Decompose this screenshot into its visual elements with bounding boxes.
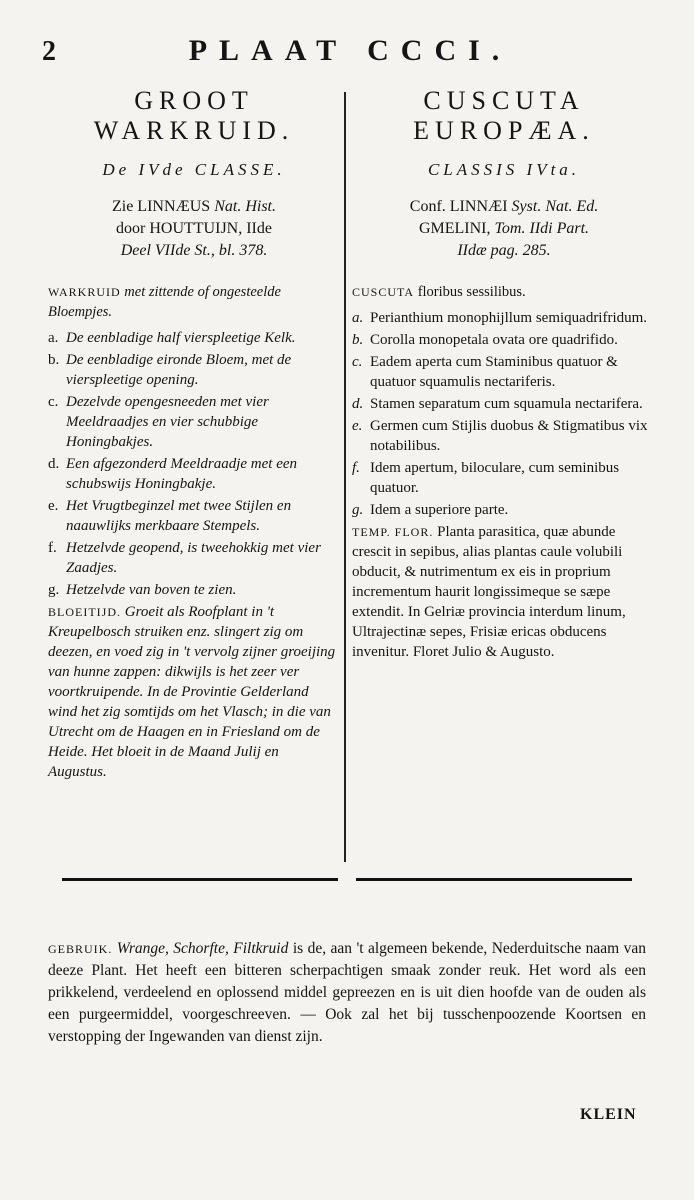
left-flowering-time [48, 602, 340, 782]
right-ref-editor: GMELINI, [418, 220, 491, 237]
right-class-line: CLASSIS IVta. [427, 160, 581, 179]
list-item: f. Idem apertum, biloculare, cum seminibus quatuor. [352, 460, 620, 496]
right-description [352, 282, 656, 302]
list-item: e. Germen cum Stijlis duobus & Stigmatibus vix notabilibus. [352, 418, 648, 454]
separator-rule-right [356, 878, 632, 881]
separator-rule-left [62, 878, 338, 881]
list-item: b. De eenbladige eironde Bloem, met de vierspleetige opening. [48, 352, 292, 388]
right-ref-line3: IIdæ pag. 285. [457, 242, 551, 259]
list-item: f. Hetzelvde geopend, is tweehokkig met vier Zaadjes. [48, 540, 321, 576]
right-title-line1: CUSCUTA [423, 86, 585, 115]
list-item: g. Hetzelvde van boven te zien. [48, 582, 237, 598]
usage-names: Wrange, Schorfte, Filtkruid [116, 940, 289, 957]
usage-head: GEBRUIK. [48, 942, 113, 956]
left-title-line2: WARKRUID. [93, 116, 295, 145]
left-desc-text: met zittende of ongesteelde Bloempjes. [48, 284, 281, 320]
right-column-latin [352, 86, 656, 662]
left-ref-work: Nat. Hist. [214, 198, 276, 215]
left-column-dutch [48, 86, 340, 782]
right-reference [352, 196, 656, 262]
left-reference [48, 196, 340, 262]
usage-paragraph [48, 938, 646, 1048]
right-desc-text: floribus sessilibus. [417, 284, 526, 300]
temp-flor-head: TEMP. FLOR. [352, 525, 434, 539]
right-title-line2: EUROPÆA. [413, 116, 595, 145]
list-item: a. De eenbladige half vierspleetige Kelk. [48, 330, 296, 346]
right-flowering-time [352, 522, 656, 662]
list-item: e. Het Vrugtbeginzel met twee Stijlen en naauwlijks merkbaare Stempels. [48, 498, 292, 534]
right-ref-work: Syst. Nat. Ed. [511, 198, 599, 215]
left-ref-line3: Deel VIIde St., bl. 378. [120, 242, 268, 259]
left-desc-head: WARKRUID [48, 285, 121, 299]
left-figure-list [48, 328, 340, 600]
list-item: b. Corolla monopetala ovata ore quadrifido. [352, 332, 618, 348]
list-item: g. Idem a superiore parte. [352, 502, 509, 518]
list-item: c. Dezelvde opengesneeden met vier Meeldraadjes en vier schubbige Honingbakjes. [48, 394, 269, 450]
right-ref-volume: Tom. IIdi Part. [494, 220, 590, 237]
left-description [48, 282, 340, 322]
page-number: 2 [42, 36, 56, 67]
right-desc-head: CUSCUTA [352, 285, 415, 299]
list-item: c. Eadem aperta cum Staminibus quatuor & quatuor squamulis nectariferis. [352, 354, 618, 390]
right-ref-author: Conf. LINNÆI [409, 198, 508, 215]
usage-text: is de, aan 't algemeen bekende, Nederduitsche naam van deeze Plant. Het heeft een bitteren scherpachtigen smaak zonder reuk. Het word als een prikkelend, verdeelend en oplossend middel gepreezen en is uit dien hoofde van de ouden als een purgeermiddel, voorgeschreeven. — Ook zal het bij tusschenpoozende Koortsen en verstopping der Ingewanden van dienst zijn. [48, 940, 647, 1045]
left-class-line: De IVde CLASSE. [102, 160, 286, 179]
bloeitijd-text: Groeit als Roofplant in 't Kreupelbosch struiken enz. slingert zig om deezen, en voed zig in 't vervolg zijner groeijing van hunne zappen: dikwijls is het zeer ver voortkruipende. In de Provintie Gelderland wind het zig somtijds om het Vlasch; in die van Utrecht om de Haagen en in Friesland om de Heide. Het bloeit in de Maand Julij en Augustus. [48, 604, 336, 780]
plate-title: PLAAT CCCI. [188, 34, 512, 67]
temp-flor-text: Planta parasitica, quæ abunde crescit in sepibus, alias plantas caule volubili obducit, & nutrimentum ex eis in proprium incrementum haurit longissimeque se sæpe extendit. In Gelriæ provincia interdum linum, Ultrajectinæ sepes, Frisiæ ericas obducens invenitur. Floret Julio & Augusto. [352, 524, 626, 660]
list-item: d. Een afgezonderd Meeldraadje met een schubswijs Honingbakje. [48, 456, 298, 492]
left-ref-line2: door HOUTTUIJN, IIde [116, 220, 272, 237]
left-title-line1: GROOT [134, 86, 254, 115]
list-item: d. Stamen separatum cum squamula nectarifera. [352, 396, 643, 412]
bloeitijd-head: BLOEITIJD. [48, 605, 121, 619]
right-figure-list [352, 308, 656, 520]
catchword: KLEIN [580, 1106, 637, 1123]
list-item: a. Perianthium monophijllum semiquadrifridum. [352, 310, 648, 326]
left-ref-author: Zie LINNÆUS [111, 198, 211, 215]
column-divider [344, 92, 346, 862]
